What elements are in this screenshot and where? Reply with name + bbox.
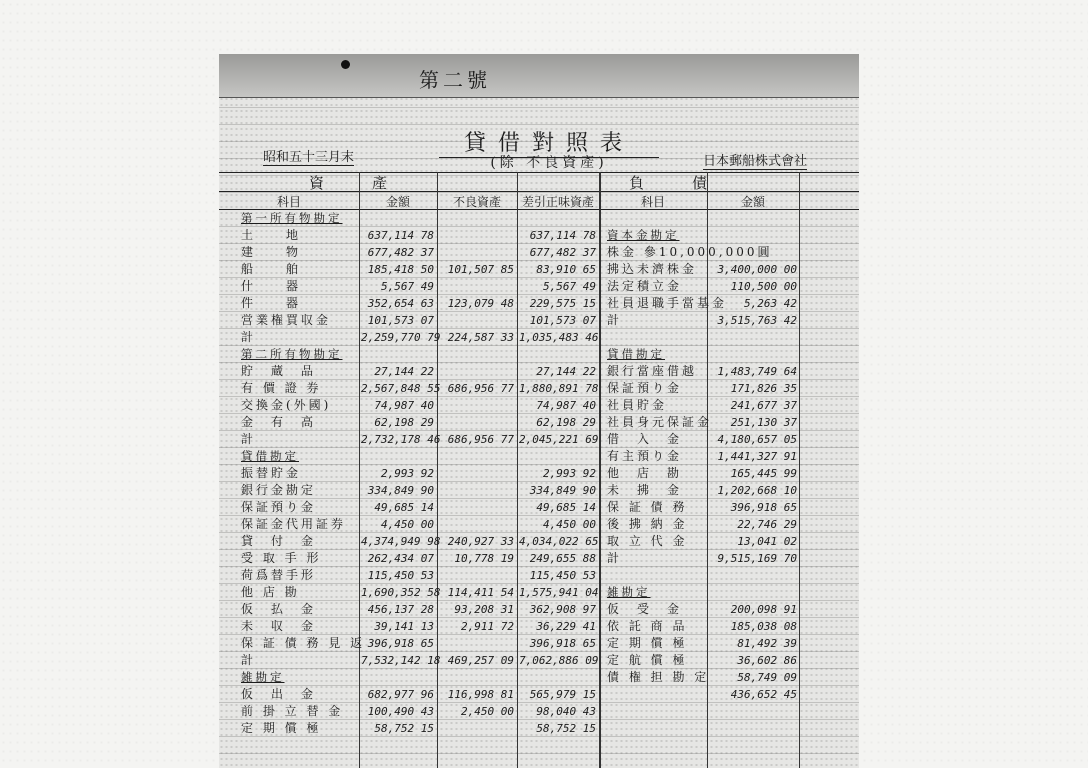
asset-item: 定 期 償 極: [241, 721, 322, 735]
asset-item: 保証預り金: [241, 500, 317, 514]
net-asset-amount: 334,849 90: [529, 484, 596, 497]
liability-item: 貸借勘定: [607, 347, 665, 361]
liability-amount: 36,602 86: [737, 654, 797, 667]
asset-amount: 2,993 92: [381, 467, 434, 480]
table-row: [599, 550, 799, 567]
net-asset-amount: 101,573 07: [529, 314, 596, 327]
asset-amount: 2,732,178 46: [361, 433, 441, 446]
bad-asset-amount: 686,956 77: [447, 382, 514, 395]
asset-item: 前 掛 立 替 金: [241, 704, 344, 718]
bad-asset-amount: 2,450 00: [461, 705, 514, 718]
assets-header: 資 產: [309, 174, 394, 192]
table-row: [599, 669, 799, 686]
asset-amount: 2,259,770 79: [361, 331, 441, 344]
liability-item: 仮 受 金: [607, 602, 683, 616]
liability-amount: 185,038 08: [730, 620, 797, 633]
table-row: [599, 465, 799, 482]
net-asset-amount: 27,144 22: [536, 365, 596, 378]
liability-amount: 5,263 42: [744, 297, 797, 310]
asset-amount: 637,114 78: [367, 229, 434, 242]
section-row: [219, 346, 599, 363]
net-asset-amount: 1,880,891 78: [519, 382, 599, 395]
liability-item: 法定積立金: [607, 279, 683, 293]
table-row: [219, 414, 599, 431]
table-row: [599, 210, 799, 227]
table-row: [219, 703, 599, 720]
table-row: [599, 601, 799, 618]
liability-amount: 1,483,749 64: [717, 365, 797, 378]
liability-item: 依 託 商 品: [607, 619, 688, 633]
liability-item: 債 権 担 勘 定: [607, 670, 710, 684]
bad-asset-amount: 114,411 54: [447, 586, 514, 599]
net-asset-amount: 62,198 29: [536, 416, 596, 429]
col-head-liability-item: 科目: [640, 195, 665, 209]
col-head-liability-amount: 金額: [740, 195, 765, 209]
liability-item: 保証預り金: [607, 381, 683, 395]
liability-amount: 3,400,000 00: [717, 263, 797, 276]
liability-amount: 1,202,668 10: [717, 484, 797, 497]
asset-item: 未 収 金: [241, 619, 317, 633]
liability-item: 定 航 償 極: [607, 653, 688, 667]
table-row: [219, 686, 599, 703]
table-row: [599, 363, 799, 380]
asset-item: 貸借勘定: [241, 449, 299, 463]
liability-item: 社員退職手當基金: [607, 296, 728, 310]
liabilities-header: 負 債: [629, 174, 714, 192]
net-asset-amount: 58,752 15: [536, 722, 596, 735]
document-date: 昭和五十三月末: [263, 146, 354, 166]
table-row: [599, 278, 799, 295]
net-asset-amount: 74,987 40: [536, 399, 596, 412]
table-row: [219, 499, 599, 516]
net-asset-amount: 4,450 00: [543, 518, 596, 531]
table-row: [599, 516, 799, 533]
column-divider: [799, 172, 800, 768]
table-row: [599, 380, 799, 397]
liability-amount: 436,652 45: [730, 688, 797, 701]
top-strip: [219, 54, 859, 98]
table-row: [599, 686, 799, 703]
table-row: [219, 584, 599, 601]
table-row: [219, 380, 599, 397]
table-row: [219, 550, 599, 567]
table-row: [219, 227, 599, 244]
table-row: [219, 482, 599, 499]
table-row: [599, 652, 799, 669]
net-asset-amount: 229,575 15: [529, 297, 596, 310]
asset-amount: 352,654 63: [367, 297, 434, 310]
liability-item: 借 入 金: [607, 432, 683, 446]
net-asset-amount: 5,567 49: [543, 280, 596, 293]
section-row: [219, 448, 599, 465]
liability-amount: 171,826 35: [730, 382, 797, 395]
liability-item: 計: [607, 551, 623, 565]
table-row: [219, 601, 599, 618]
table-row: [599, 261, 799, 278]
net-asset-amount: 4,034,022 65: [519, 535, 599, 548]
net-asset-amount: 98,040 43: [536, 705, 596, 718]
asset-amount: 5,567 49: [381, 280, 434, 293]
asset-amount: 101,573 07: [367, 314, 434, 327]
bad-asset-amount: 116,998 81: [447, 688, 514, 701]
net-asset-amount: 2,993 92: [543, 467, 596, 480]
liability-amount: 4,180,657 05: [717, 433, 797, 446]
liability-amount: 1,441,327 91: [717, 450, 797, 463]
section-row: [219, 210, 599, 227]
section-row: [599, 346, 799, 363]
liability-item: 銀行當座借越: [607, 364, 698, 378]
liability-amount: 241,677 37: [730, 399, 797, 412]
asset-item: 第一所有物勘定: [241, 211, 343, 225]
liability-item: 雑勘定: [607, 585, 651, 599]
asset-amount: 185,418 50: [367, 263, 434, 276]
asset-amount: 677,482 37: [367, 246, 434, 259]
asset-item: 貸 付 金: [241, 534, 317, 548]
col-head-asset-amount: 金額: [385, 195, 410, 209]
asset-item: 第二所有物勘定: [241, 347, 343, 361]
asset-amount: 27,144 22: [374, 365, 434, 378]
bad-asset-amount: 224,587 33: [447, 331, 514, 344]
asset-item: 振替貯金: [241, 466, 302, 480]
asset-item: 計: [241, 432, 257, 446]
bad-asset-amount: 10,778 19: [454, 552, 514, 565]
table-row: [599, 482, 799, 499]
table-row: [599, 414, 799, 431]
liability-amount: 58,749 09: [737, 671, 797, 684]
liability-amount: 22,746 29: [737, 518, 797, 531]
bad-asset-amount: 101,507 85: [447, 263, 514, 276]
table-row: [599, 448, 799, 465]
punch-hole-icon: [341, 60, 350, 69]
asset-amount: 2,567,848 55: [361, 382, 441, 395]
table-row: [599, 499, 799, 516]
bad-asset-amount: 123,079 48: [447, 297, 514, 310]
table-row: [219, 261, 599, 278]
table-row: [599, 329, 799, 346]
asset-item: 保証金代用証券: [241, 517, 347, 531]
table-row: [599, 431, 799, 448]
table-row: [219, 465, 599, 482]
net-asset-amount: 677,482 37: [529, 246, 596, 259]
asset-amount: 456,137 28: [367, 603, 434, 616]
table-row: [599, 244, 799, 261]
document-title: 貸借對照表: [439, 126, 659, 158]
table-row: [219, 533, 599, 550]
table-row: [219, 652, 599, 669]
liability-item: 資本金勘定: [607, 228, 680, 242]
asset-item: 仮 出 金: [241, 687, 317, 701]
asset-item: 荷爲替手形: [241, 568, 317, 582]
liability-item: 社員貯金: [607, 398, 668, 412]
asset-amount: 100,490 43: [367, 705, 434, 718]
asset-amount: 334,849 90: [367, 484, 434, 497]
liability-item: 計: [607, 313, 623, 327]
liability-amount: 251,130 37: [730, 416, 797, 429]
liabilities-table: [599, 210, 799, 703]
asset-amount: 682,977 96: [367, 688, 434, 701]
asset-item: 営業権買収金: [241, 313, 332, 327]
liability-item: 定 期 償 極: [607, 636, 688, 650]
table-row: [599, 295, 799, 312]
asset-amount: 49,685 14: [374, 501, 434, 514]
net-asset-amount: 1,575,941 04: [519, 586, 599, 599]
table-row: [219, 720, 599, 737]
liability-amount: 13,041 02: [737, 535, 797, 548]
liability-item: 株金 參10,000,000圓: [607, 245, 773, 259]
table-row: [219, 278, 599, 295]
asset-item: 有 價 證 券: [241, 381, 322, 395]
liability-amount: 81,492 39: [737, 637, 797, 650]
asset-amount: 62,198 29: [374, 416, 434, 429]
bad-asset-amount: 686,956 77: [447, 433, 514, 446]
asset-item: 仮 払 金: [241, 602, 317, 616]
table-row: [219, 635, 599, 652]
asset-item: 金 有 高: [241, 415, 317, 429]
asset-item: 計: [241, 330, 257, 344]
bad-asset-amount: 93,208 31: [454, 603, 514, 616]
bad-asset-amount: 2,911 72: [461, 620, 514, 633]
document-subtitle: (除 不良資產): [490, 155, 608, 171]
asset-item: 船 舶: [241, 262, 302, 276]
net-asset-amount: 249,655 88: [529, 552, 596, 565]
assets-table: [219, 210, 599, 737]
table-row: [599, 397, 799, 414]
liability-amount: 110,500 00: [730, 280, 797, 293]
asset-amount: 1,690,352 58: [361, 586, 441, 599]
asset-amount: 74,987 40: [374, 399, 434, 412]
asset-amount: 115,450 53: [367, 569, 434, 582]
table-row: [599, 567, 799, 584]
net-asset-amount: 2,045,221 69: [519, 433, 599, 446]
liability-item: 他 店 勘: [607, 466, 683, 480]
asset-amount: 4,374,949 98: [361, 535, 441, 548]
table-row: [599, 618, 799, 635]
liability-amount: 165,445 99: [730, 467, 797, 480]
table-row: [219, 431, 599, 448]
section-row: [219, 669, 599, 686]
net-asset-amount: 49,685 14: [536, 501, 596, 514]
table-row: [219, 244, 599, 261]
liability-amount: 9,515,169 70: [717, 552, 797, 565]
asset-amount: 58,752 15: [374, 722, 434, 735]
net-asset-amount: 565,979 15: [529, 688, 596, 701]
table-row: [219, 329, 599, 346]
liability-amount: 396,918 65: [730, 501, 797, 514]
table-row: [219, 516, 599, 533]
net-asset-amount: 637,114 78: [529, 229, 596, 242]
asset-amount: 4,450 00: [381, 518, 434, 531]
asset-item: 什 器: [241, 279, 302, 293]
company-name: 日本郵船株式會社: [703, 150, 807, 170]
asset-amount: 7,532,142 18: [361, 654, 441, 667]
net-asset-amount: 115,450 53: [529, 569, 596, 582]
asset-item: 件 器: [241, 296, 302, 310]
table-row: [599, 533, 799, 550]
table-row: [219, 567, 599, 584]
table-row: [599, 312, 799, 329]
asset-item: 受 取 手 形: [241, 551, 322, 565]
net-asset-amount: 36,229 41: [536, 620, 596, 633]
ledger-page: [219, 54, 859, 768]
liability-item: 社員身元保証金: [607, 415, 713, 429]
asset-item: 雑勘定: [241, 670, 285, 684]
net-asset-amount: 396,918 65: [529, 637, 596, 650]
asset-item: 他 店 勘: [241, 585, 300, 599]
section-row: [599, 227, 799, 244]
col-head-net-assets: 差引正味資產: [521, 195, 594, 209]
net-asset-amount: 362,908 97: [529, 603, 596, 616]
liability-amount: 200,098 91: [730, 603, 797, 616]
table-row: [219, 618, 599, 635]
table-row: [219, 312, 599, 329]
col-head-asset-item: 科目: [276, 195, 301, 209]
asset-item: 交換金(外國): [241, 398, 332, 412]
asset-item: 土 地: [241, 228, 302, 242]
liability-item: 取 立 代 金: [607, 534, 688, 548]
liability-item: 後 拂 納 金: [607, 517, 688, 531]
liability-item: 保 証 債 務: [607, 500, 688, 514]
document-number: 第二號: [419, 68, 491, 92]
asset-item: 保 証 債 務 見 返: [241, 636, 366, 650]
bad-asset-amount: 469,257 09: [447, 654, 514, 667]
table-row: [599, 635, 799, 652]
net-asset-amount: 1,035,483 46: [519, 331, 599, 344]
section-row: [599, 584, 799, 601]
asset-item: 計: [241, 653, 257, 667]
liability-item: 拂込未濟株金: [607, 262, 698, 276]
asset-amount: 396,918 65: [367, 637, 434, 650]
col-head-bad-assets: 不良資產: [452, 195, 501, 209]
net-asset-amount: 83,910 65: [536, 263, 596, 276]
table-row: [219, 363, 599, 380]
asset-amount: 262,434 07: [367, 552, 434, 565]
table-row: [219, 295, 599, 312]
liability-item: 未 拂 金: [607, 483, 683, 497]
asset-item: 銀行金勘定: [241, 483, 317, 497]
liability-item: 有主預り金: [607, 449, 683, 463]
bad-asset-amount: 240,927 33: [447, 535, 514, 548]
table-row: [219, 397, 599, 414]
asset-item: 貯 蔵 品: [241, 364, 317, 378]
liability-amount: 3,515,763 42: [717, 314, 797, 327]
net-asset-amount: 7,062,886 09: [519, 654, 599, 667]
asset-item: 建 物: [241, 245, 302, 259]
asset-amount: 39,141 13: [374, 620, 434, 633]
